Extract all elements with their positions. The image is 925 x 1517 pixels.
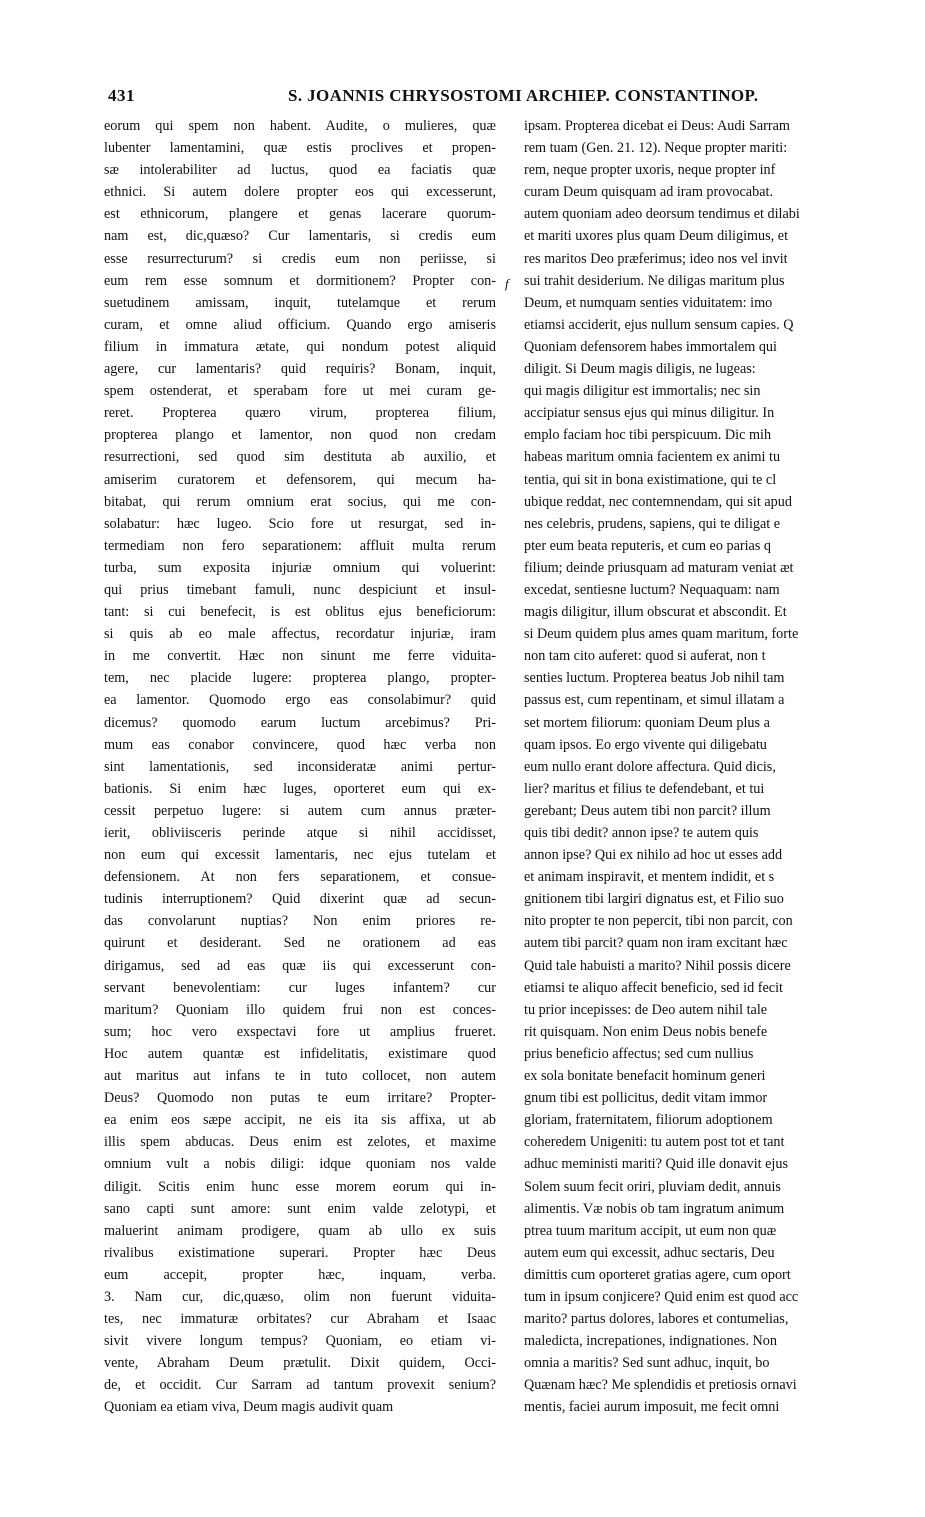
text-line: set mortem filiorum: quoniam Deum plus a [524, 714, 770, 731]
text-line: autem eum qui excessit, adhuc sectaris, Deu [524, 1244, 775, 1261]
text-line: omnium vult a nobis diligi: idque quoniam nos valde [104, 1156, 496, 1173]
text-line: eorum qui spem non habent. Audite, o mulieres, quæ [104, 118, 496, 134]
text-line: excedat, sentiesne luctum? Nequaquam: nam [524, 581, 780, 598]
text-line: suetudinem amissam, inquit, tutelamque et rerum [104, 294, 496, 311]
text-line: pter eum beata reputeris, et cum eo parias q [524, 537, 771, 554]
text-line: amiserim curatorem et defensorem, qui mecum ha- [104, 471, 496, 488]
text-line: quam ipsos. Eo ergo vivente qui diligebatu [524, 736, 767, 753]
text-line: nito propter te non pepercit, tibi non parcit, con [524, 913, 793, 930]
text-line: cessit perpetuo lugere: si autem cum annus præter- [104, 802, 496, 819]
text-line: ea enim eos sæpe accipit, ne eis ita sis affixa, ut ab [104, 1112, 496, 1129]
text-line: filium; deinde priusquam ad maturam veniat æt [524, 559, 794, 576]
text-line: prius beneficio affectus; sed cum nullius [524, 1045, 754, 1062]
text-line: Deum, et numquam senties viduitatem: imo [524, 294, 773, 311]
text-line: maluerint animam prodigere, quam ab ullo ex suis [104, 1222, 496, 1239]
text-line: gloriam, fraternitatem, filiorum adoptionem [524, 1112, 773, 1129]
text-line: rit quisquam. Non enim Deus nobis benefe [524, 1023, 768, 1040]
text-line: ea lamentor. Quomodo ergo eas consolabimur? quid [104, 692, 496, 709]
text-line: quirunt et desiderant. Sed ne orationem ad eas [104, 935, 496, 952]
text-line: ubique reddat, nec contemnendam, qui sit apud [524, 493, 792, 510]
text-line: das convolarunt nuptias? Non enim priores re- [104, 913, 496, 930]
text-line: solabatur: hæc lugeo. Scio fore ut resurgat, sed in- [104, 515, 496, 532]
text-line: passus est, cum repentinam, et simul illatam a [524, 692, 785, 709]
text-line: propterea plango et lamentor, non quod non credam [104, 427, 496, 444]
left-text-column [104, 115, 496, 1419]
text-line: agere, cur lamentaris? quid requiris? Bonam, inquit, [104, 361, 496, 378]
running-title: S. JOANNIS CHRYSOSTOMI ARCHIEP. CONSTANTINOP. [288, 86, 759, 105]
text-line: ex sola bonitate benefacit hominum generi [524, 1068, 766, 1085]
text-line: maritum? Quoniam illo quidem frui non est conces- [104, 1001, 496, 1018]
text-line: filium in immatura ætate, qui nondum potest aliquid [104, 338, 496, 355]
right-text-column [524, 115, 884, 1419]
text-line: turba, sum exposita injuriæ omnium qui voluerint: [104, 559, 496, 576]
text-line: annon ipse? Qui ex nihilo ad hoc ut esses add [524, 847, 783, 864]
text-line: diligit. Scitis enim hunc esse morem eorum qui in- [104, 1178, 496, 1195]
text-line: tum in ipsum conjicere? Quid enim est quod acc [524, 1288, 799, 1305]
text-line: reret. Propterea quæro virum, propterea filium, [104, 405, 496, 422]
text-line: habeas maritum omnia facientem ex animi tu [524, 449, 781, 466]
text-line: bitabat, qui rerum omnium erat socius, qui me con- [104, 493, 496, 510]
text-line: ipsam. Propterea dicebat ei Deus: Audi Sarram [524, 118, 790, 134]
text-line: sum; hoc vero exspectavi fore ut amplius frueret. [104, 1023, 496, 1040]
text-line: lier? maritus et filius te defendebant, et tui [524, 780, 765, 797]
text-line: bationis. Si enim hæc luges, oporteret eum qui ex- [104, 780, 496, 797]
text-line: defensionem. At non fers separationem, et consue- [104, 869, 496, 886]
text-line: et mariti uxores plus quam Deum diligimus, et [524, 228, 789, 245]
text-line: tant: si cui benefecit, is est oblitus ejus beneficiorum: [104, 604, 496, 621]
page-number: 431 [108, 86, 135, 105]
text-line: mentis, faciei aurum imposuit, me fecit omni [524, 1399, 780, 1416]
text-line: ierit, obliviisceris perinde atque si nihil accidisset, [104, 825, 496, 841]
text-line: rem tuam (Gen. 21. 12). Neque propter mariti: [524, 140, 788, 157]
text-line: quis tibi dedit? annon ipse? te autem quis [524, 825, 759, 841]
text-line: Quoniam defensorem habes immortalem qui [524, 338, 777, 355]
text-line: gerebant; Deus autem tibi non parcit? illum [524, 802, 771, 819]
text-line: curam Deum quisquam ad iram provocabat. [524, 184, 773, 201]
text-line: Deus? Quomodo non putas te eum irritare? Propter- [104, 1090, 496, 1107]
text-line: magis diligitur, illum obscurat et abscondit. Et [524, 604, 787, 621]
text-line: accipiatur sensus ejus qui minus diligitur. In [524, 405, 775, 422]
text-line: diligit. Si Deum magis diligis, ne lugeas: [524, 361, 756, 378]
text-line: sæ intolerabiliter ad luctus, quod ea faciatis quæ [104, 162, 496, 179]
text-line: termediam non fero separationem: affluit multa rerum [104, 537, 496, 554]
text-line: ethnici. Si autem dolere propter eos qui excesserunt, [104, 184, 496, 201]
text-line: etiamsi te aliquo affecit beneficio, sed id fecit [524, 979, 783, 996]
page-header [0, 86, 925, 110]
text-line: spem ostenderat, et sperabam fore ut mei curam ge- [104, 383, 496, 400]
text-line: esse resurrecturum? si credis eum non periisse, si [104, 250, 496, 267]
text-line: eum accepit, propter hæc, inquam, verba. [104, 1266, 496, 1283]
text-line: coheredem Unigeniti: tu autem post tot et tant [524, 1134, 785, 1151]
text-line: et animam inspiravit, et mentem indidit, et s [524, 869, 775, 886]
text-line: autem quoniam adeo deorsum tendimus et dilabi [524, 206, 800, 223]
text-line: ptrea tuum maritum accipit, ut eum non quæ [524, 1222, 777, 1239]
text-line: mum eas conabor convincere, quod hæc verba non [104, 736, 496, 753]
text-line: est ethnicorum, plangere et genas lacerare quorum- [104, 206, 496, 223]
text-line: tudinis interruptionem? Quid dixerint quæ ad secun- [104, 891, 496, 908]
text-line: dimittis cum oporteret gratias agere, cum oport [524, 1266, 791, 1283]
text-line: rem, neque propter uxoris, neque propter inf [524, 162, 776, 179]
text-line: nes celebris, prudens, sapiens, qui te diligat e [524, 515, 781, 532]
text-line: qui magis diligitur est immortalis; nec sin [524, 383, 761, 400]
text-line: adhuc meministi mariti? Quid ille donavit ejus [524, 1156, 788, 1173]
text-line: sint lamentationis, sed inconsideratæ animi pertur- [104, 758, 496, 775]
text-line: omnia a maritis? Sed sunt adhuc, inquit, bo [524, 1355, 770, 1372]
text-line: non eum qui excessit lamentaris, nec ejus tutelam et [104, 847, 496, 864]
text-line: Hoc autem quantæ est infidelitatis, existimare quod [104, 1045, 496, 1062]
text-line: illis spem abducas. Deus enim est zelotes, et maxime [104, 1134, 496, 1151]
text-line: vente, Abraham Deum prætulit. Dixit quidem, Occi- [104, 1355, 496, 1372]
text-line: in me convertit. Hæc non sinunt me ferre viduita- [104, 648, 496, 665]
text-line: etiamsi acciderit, ejus nullum sensum capies. Q [524, 316, 794, 333]
text-line: sivit vivere longum tempus? Quoniam, eo etiam vi- [104, 1333, 496, 1350]
text-line: res maritos Deo præferimus; ideo nos vel invit [524, 250, 788, 267]
text-line: lubenter lamentamini, quæ estis proclives et propen- [104, 140, 496, 157]
text-line: eum rem esse somnum et dormitionem? Propter con- [104, 272, 496, 289]
text-line: rivalibus existimatione superari. Propter hæc Deus [104, 1244, 496, 1261]
text-line: nam est, dic,quæso? Cur lamentaris, si credis eum [104, 228, 496, 245]
text-line: Quoniam ea etiam viva, Deum magis audivit quam [104, 1399, 394, 1416]
text-line: qui prius timebant famuli, nunc despiciunt et insul- [104, 581, 496, 598]
text-line: sui trahit desiderium. Ne diligas maritum plus [524, 272, 785, 289]
text-line: maledicta, increpationes, indignationes. Non [524, 1333, 777, 1350]
text-line: emplo faciam hoc tibi perspicuum. Dic mih [524, 427, 772, 444]
text-line: de, et occidit. Cur Sarram ad tantum provexit senium? [104, 1377, 496, 1394]
margin-mark: f [505, 276, 509, 291]
text-line: Solem suum fecit oriri, pluviam dedit, annuis [524, 1178, 781, 1195]
text-line: dirigamus, sed ad eas quæ iis qui excesserunt con- [104, 957, 496, 974]
text-line: aut maritus aut infans te in tuto collocet, non autem [104, 1068, 496, 1085]
text-line: tes, nec immaturæ orbitates? cur Abraham et Isaac [104, 1311, 496, 1328]
text-line: Quid tale habuisti a marito? Nihil possis dicere [524, 957, 791, 974]
text-line: Quænam hæc? Me splendidis et pretiosis ornavi [524, 1377, 797, 1394]
text-line: eum nullo erant dolore affectura. Quid dicis, [524, 758, 776, 775]
text-line: senties luctum. Propterea beatus Job nihil tam [524, 670, 785, 687]
text-line: non tam cito auferet: quod si auferat, non t [524, 648, 766, 665]
text-line: marito? partus dolores, labores et contumelias, [524, 1311, 789, 1328]
text-line: resurrectioni, sed quod sim destituta ab auxilio, et [104, 449, 496, 466]
text-line: si quis ab eo male affectus, recordatur injuriæ, iram [104, 626, 496, 643]
text-line: tu prior incepisses: de Deo autem nihil tale [524, 1001, 768, 1018]
text-line: servant benevolentiam: cur luges infantem? cur [104, 979, 496, 996]
text-line: alimentis. Væ nobis ob tam ingratum animum [524, 1200, 785, 1217]
text-line: tem, nec placide lugere: propterea plango, propter- [104, 670, 496, 687]
text-line: tentia, qui sit in bona existimatione, qui te cl [524, 471, 777, 488]
text-line: si Deum quidem plus ames quam maritum, forte [524, 626, 799, 643]
text-line: 3. Nam cur, dic,quæso, olim non fuerunt viduita- [104, 1288, 496, 1305]
text-line: autem tibi parcit? quam non iram excitant hæc [524, 935, 788, 952]
text-line: gnitionem tibi largiri dignatus est, et Filio suo [524, 891, 784, 908]
text-line: gnum tibi est pollicitus, dedit vitam immor [524, 1090, 768, 1107]
text-line: curam, et omne aliud officium. Quando ergo amiseris [104, 316, 496, 333]
text-line: dicemus? quomodo earum luctum arcebimus? Pri- [104, 714, 496, 731]
text-line: sano capti sunt amore: sunt enim valde zelotypi, et [104, 1200, 496, 1217]
